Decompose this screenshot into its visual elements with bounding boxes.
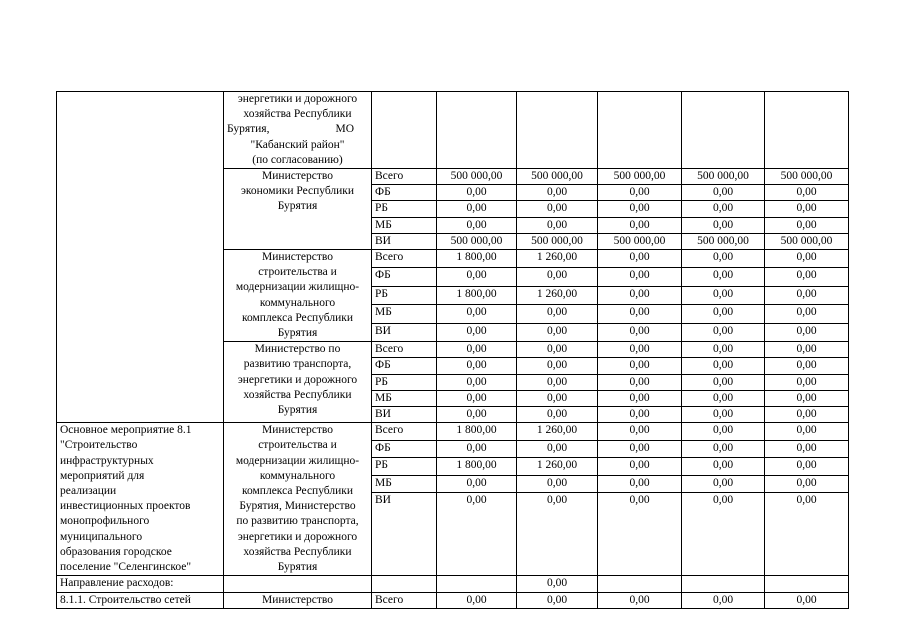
value-cell: 500 000,00 (682, 169, 765, 185)
owner-line: энергетики и дорожного (237, 93, 358, 105)
value-cell: 0,00 (765, 185, 849, 201)
value-cell: 500 000,00 (517, 233, 598, 249)
value-cell: 0,00 (517, 493, 598, 576)
owner-cell: Министерство (224, 592, 372, 608)
owner-line: Бурятия (277, 404, 318, 417)
value-cell: 1 260,00 (517, 423, 598, 441)
owner-line: (по согласованию) (252, 153, 343, 166)
owner-line: Министерство (262, 424, 333, 437)
value-cell: 0,00 (517, 201, 598, 217)
value-cell: 0,00 (682, 390, 765, 406)
empty-cell (765, 92, 849, 169)
value-cell: 0,00 (598, 475, 682, 493)
owner-line: энергетики и дорожного (237, 530, 358, 543)
source-cell: ФБ (372, 185, 437, 201)
value-cell: 0,00 (437, 217, 517, 233)
value-cell: 0,00 (765, 305, 849, 323)
empty-cell (682, 92, 765, 169)
owner-cell (224, 423, 372, 576)
value-cell: 0,00 (437, 305, 517, 323)
source-cell: МБ (372, 390, 437, 406)
value-cell: 0,00 (437, 268, 517, 286)
owner-cell (224, 92, 372, 169)
source-cell: ВИ (372, 493, 437, 576)
source-cell: Всего (372, 342, 437, 358)
value-cell: 0,00 (765, 250, 849, 268)
value-cell: 0,00 (437, 407, 517, 423)
value-cell: 0,00 (682, 407, 765, 423)
value-cell: 0,00 (765, 217, 849, 233)
value-cell: 0,00 (437, 390, 517, 406)
owner-cell (224, 342, 372, 423)
source-cell: ВИ (372, 323, 437, 341)
value-cell: 0,00 (765, 201, 849, 217)
source-cell: ФБ (372, 268, 437, 286)
value-cell: 0,00 (517, 323, 598, 341)
empty-cell (372, 92, 437, 169)
event-cell: 8.1.1. Строительство сетей (57, 592, 224, 608)
value-cell: 0,00 (598, 342, 682, 358)
owner-line: развитию транспорта, (243, 358, 352, 371)
event-line: Основное мероприятие 8.1 (60, 424, 192, 437)
owner-line: Бурятия (277, 200, 318, 213)
value-cell: 0,00 (765, 423, 849, 441)
value-cell: 1 800,00 (437, 423, 517, 441)
owner-line: комплекса Республики (241, 485, 354, 498)
value-cell: 1 800,00 (437, 250, 517, 268)
empty-cell (372, 576, 437, 592)
value-cell: 0,00 (517, 217, 598, 233)
event-cell (57, 423, 224, 576)
value-cell (765, 576, 849, 592)
value-cell (682, 576, 765, 592)
value-cell: 0,00 (765, 475, 849, 493)
event-line: образования городское (60, 545, 172, 558)
value-cell: 0,00 (517, 342, 598, 358)
source-cell: РБ (372, 201, 437, 217)
value-cell: 1 260,00 (517, 286, 598, 304)
value-cell: 0,00 (765, 458, 849, 476)
owner-line: строительства и (258, 439, 337, 452)
source-cell: ФБ (372, 358, 437, 374)
source-cell: МБ (372, 217, 437, 233)
value-cell: 0,00 (598, 390, 682, 406)
value-cell: 0,00 (437, 201, 517, 217)
owner-word: Бурятия, (227, 123, 270, 136)
event-cell (57, 92, 224, 423)
empty-cell (437, 92, 517, 169)
value-cell: 0,00 (517, 358, 598, 374)
value-cell (437, 576, 517, 592)
source-cell: РБ (372, 374, 437, 390)
value-cell: 0,00 (517, 592, 598, 608)
owner-line: хозяйства Республики (243, 108, 352, 121)
owner-word: МО (335, 123, 354, 136)
owner-line: Бурятия (277, 327, 318, 340)
value-cell: 0,00 (765, 323, 849, 341)
value-cell: 0,00 (437, 358, 517, 374)
value-cell: 0,00 (437, 475, 517, 493)
value-cell: 0,00 (765, 358, 849, 374)
table-row (57, 576, 849, 592)
source-cell: Всего (372, 592, 437, 608)
value-cell: 0,00 (598, 250, 682, 268)
value-cell: 0,00 (598, 358, 682, 374)
value-cell: 0,00 (437, 323, 517, 341)
value-cell: 0,00 (765, 374, 849, 390)
owner-cell (224, 250, 372, 342)
event-line: мероприятий для (60, 469, 145, 482)
value-cell: 0,00 (682, 286, 765, 304)
value-cell: 0,00 (517, 407, 598, 423)
source-cell: ВИ (372, 407, 437, 423)
value-cell: 500 000,00 (437, 169, 517, 185)
source-cell: РБ (372, 458, 437, 476)
value-cell: 0,00 (437, 342, 517, 358)
owner-line: энергетики и дорожного (237, 373, 358, 386)
value-cell: 0,00 (517, 576, 598, 592)
value-cell: 0,00 (765, 286, 849, 304)
owner-line: "Кабанский район" (250, 138, 345, 151)
empty-cell (517, 92, 598, 169)
value-cell: 0,00 (682, 323, 765, 341)
directions-label: Направление расходов: (57, 576, 224, 592)
value-cell: 0,00 (598, 201, 682, 217)
value-cell: 0,00 (598, 407, 682, 423)
source-cell: МБ (372, 305, 437, 323)
owner-line: модернизации жилищно- (235, 454, 360, 467)
value-cell: 500 000,00 (765, 169, 849, 185)
value-cell: 1 260,00 (517, 250, 598, 268)
source-cell: Всего (372, 250, 437, 268)
value-cell: 0,00 (682, 374, 765, 390)
budget-table-body (57, 92, 849, 609)
owner-line: Бурятия, Министерство (239, 500, 356, 513)
owner-line: строительства и (258, 266, 337, 279)
owner-line: модернизации жилищно- (235, 281, 360, 294)
owner-line: комплекса Республики (241, 311, 354, 324)
owner-line: Бурятия (277, 561, 318, 574)
value-cell: 1 800,00 (437, 286, 517, 304)
value-cell: 0,00 (682, 458, 765, 476)
value-cell: 0,00 (517, 475, 598, 493)
value-cell: 500 000,00 (765, 233, 849, 249)
value-cell: 0,00 (437, 440, 517, 458)
value-cell: 500 000,00 (517, 169, 598, 185)
value-cell: 0,00 (682, 592, 765, 608)
value-cell: 0,00 (598, 305, 682, 323)
table-row (57, 423, 849, 441)
value-cell: 0,00 (517, 305, 598, 323)
owner-line: по развитию транспорта, (236, 515, 359, 528)
value-cell: 0,00 (682, 201, 765, 217)
value-cell: 0,00 (598, 185, 682, 201)
value-cell: 0,00 (682, 358, 765, 374)
value-cell: 1 800,00 (437, 458, 517, 476)
value-cell: 0,00 (437, 185, 517, 201)
event-line: "Строительство (60, 439, 138, 452)
owner-line: экономики Республики (240, 185, 355, 198)
empty-cell (598, 92, 682, 169)
value-cell: 0,00 (682, 268, 765, 286)
table-row (57, 92, 849, 169)
owner-line: хозяйства Республики (243, 545, 352, 558)
value-cell: 0,00 (765, 268, 849, 286)
owner-cell (224, 169, 372, 250)
source-cell: МБ (372, 475, 437, 493)
value-cell: 0,00 (598, 268, 682, 286)
owner-line: Министерство по (254, 343, 341, 356)
value-cell: 0,00 (517, 390, 598, 406)
event-line: инвестиционных проектов (60, 500, 191, 513)
value-cell: 0,00 (437, 592, 517, 608)
value-cell: 500 000,00 (598, 233, 682, 249)
owner-line: коммунального (259, 296, 336, 309)
value-cell: 0,00 (682, 475, 765, 493)
value-cell: 0,00 (682, 185, 765, 201)
source-cell: РБ (372, 286, 437, 304)
source-cell: Всего (372, 423, 437, 441)
value-cell: 0,00 (598, 286, 682, 304)
empty-cell (224, 576, 372, 592)
value-cell: 0,00 (682, 440, 765, 458)
value-cell: 0,00 (517, 268, 598, 286)
value-cell: 0,00 (598, 374, 682, 390)
value-cell: 0,00 (682, 250, 765, 268)
owner-line: хозяйства Республики (243, 388, 352, 401)
value-cell: 0,00 (765, 493, 849, 576)
value-cell: 0,00 (598, 217, 682, 233)
budget-table (56, 91, 849, 609)
value-cell: 0,00 (437, 374, 517, 390)
value-cell: 0,00 (765, 440, 849, 458)
value-cell: 0,00 (682, 493, 765, 576)
value-cell (598, 576, 682, 592)
event-line: муниципального (60, 530, 143, 543)
owner-line: Министерство (262, 251, 333, 264)
value-cell: 0,00 (598, 440, 682, 458)
value-cell: 1 260,00 (517, 458, 598, 476)
owner-line: Министерство (262, 170, 333, 183)
value-cell: 0,00 (765, 592, 849, 608)
value-cell: 0,00 (598, 592, 682, 608)
owner-line: коммунального (259, 469, 336, 482)
source-cell: ФБ (372, 440, 437, 458)
value-cell: 0,00 (598, 493, 682, 576)
value-cell: 0,00 (765, 342, 849, 358)
value-cell: 500 000,00 (598, 169, 682, 185)
value-cell: 0,00 (765, 390, 849, 406)
event-line: поселение "Селенгинское" (60, 561, 192, 574)
source-cell: Всего (372, 169, 437, 185)
event-line: монопрофильного (60, 515, 150, 528)
value-cell: 500 000,00 (682, 233, 765, 249)
value-cell: 0,00 (765, 407, 849, 423)
value-cell: 0,00 (682, 217, 765, 233)
value-cell: 0,00 (682, 342, 765, 358)
event-line: реализации (60, 485, 117, 498)
value-cell: 0,00 (437, 493, 517, 576)
value-cell: 0,00 (517, 440, 598, 458)
value-cell: 0,00 (598, 323, 682, 341)
owner-line (227, 122, 368, 137)
table-row (57, 592, 849, 608)
value-cell: 0,00 (598, 423, 682, 441)
source-cell: ВИ (372, 233, 437, 249)
value-cell: 0,00 (682, 423, 765, 441)
value-cell: 0,00 (598, 458, 682, 476)
value-cell: 0,00 (682, 305, 765, 323)
value-cell: 0,00 (517, 185, 598, 201)
event-line: инфраструктурных (60, 454, 154, 467)
value-cell: 0,00 (517, 374, 598, 390)
value-cell: 500 000,00 (437, 233, 517, 249)
